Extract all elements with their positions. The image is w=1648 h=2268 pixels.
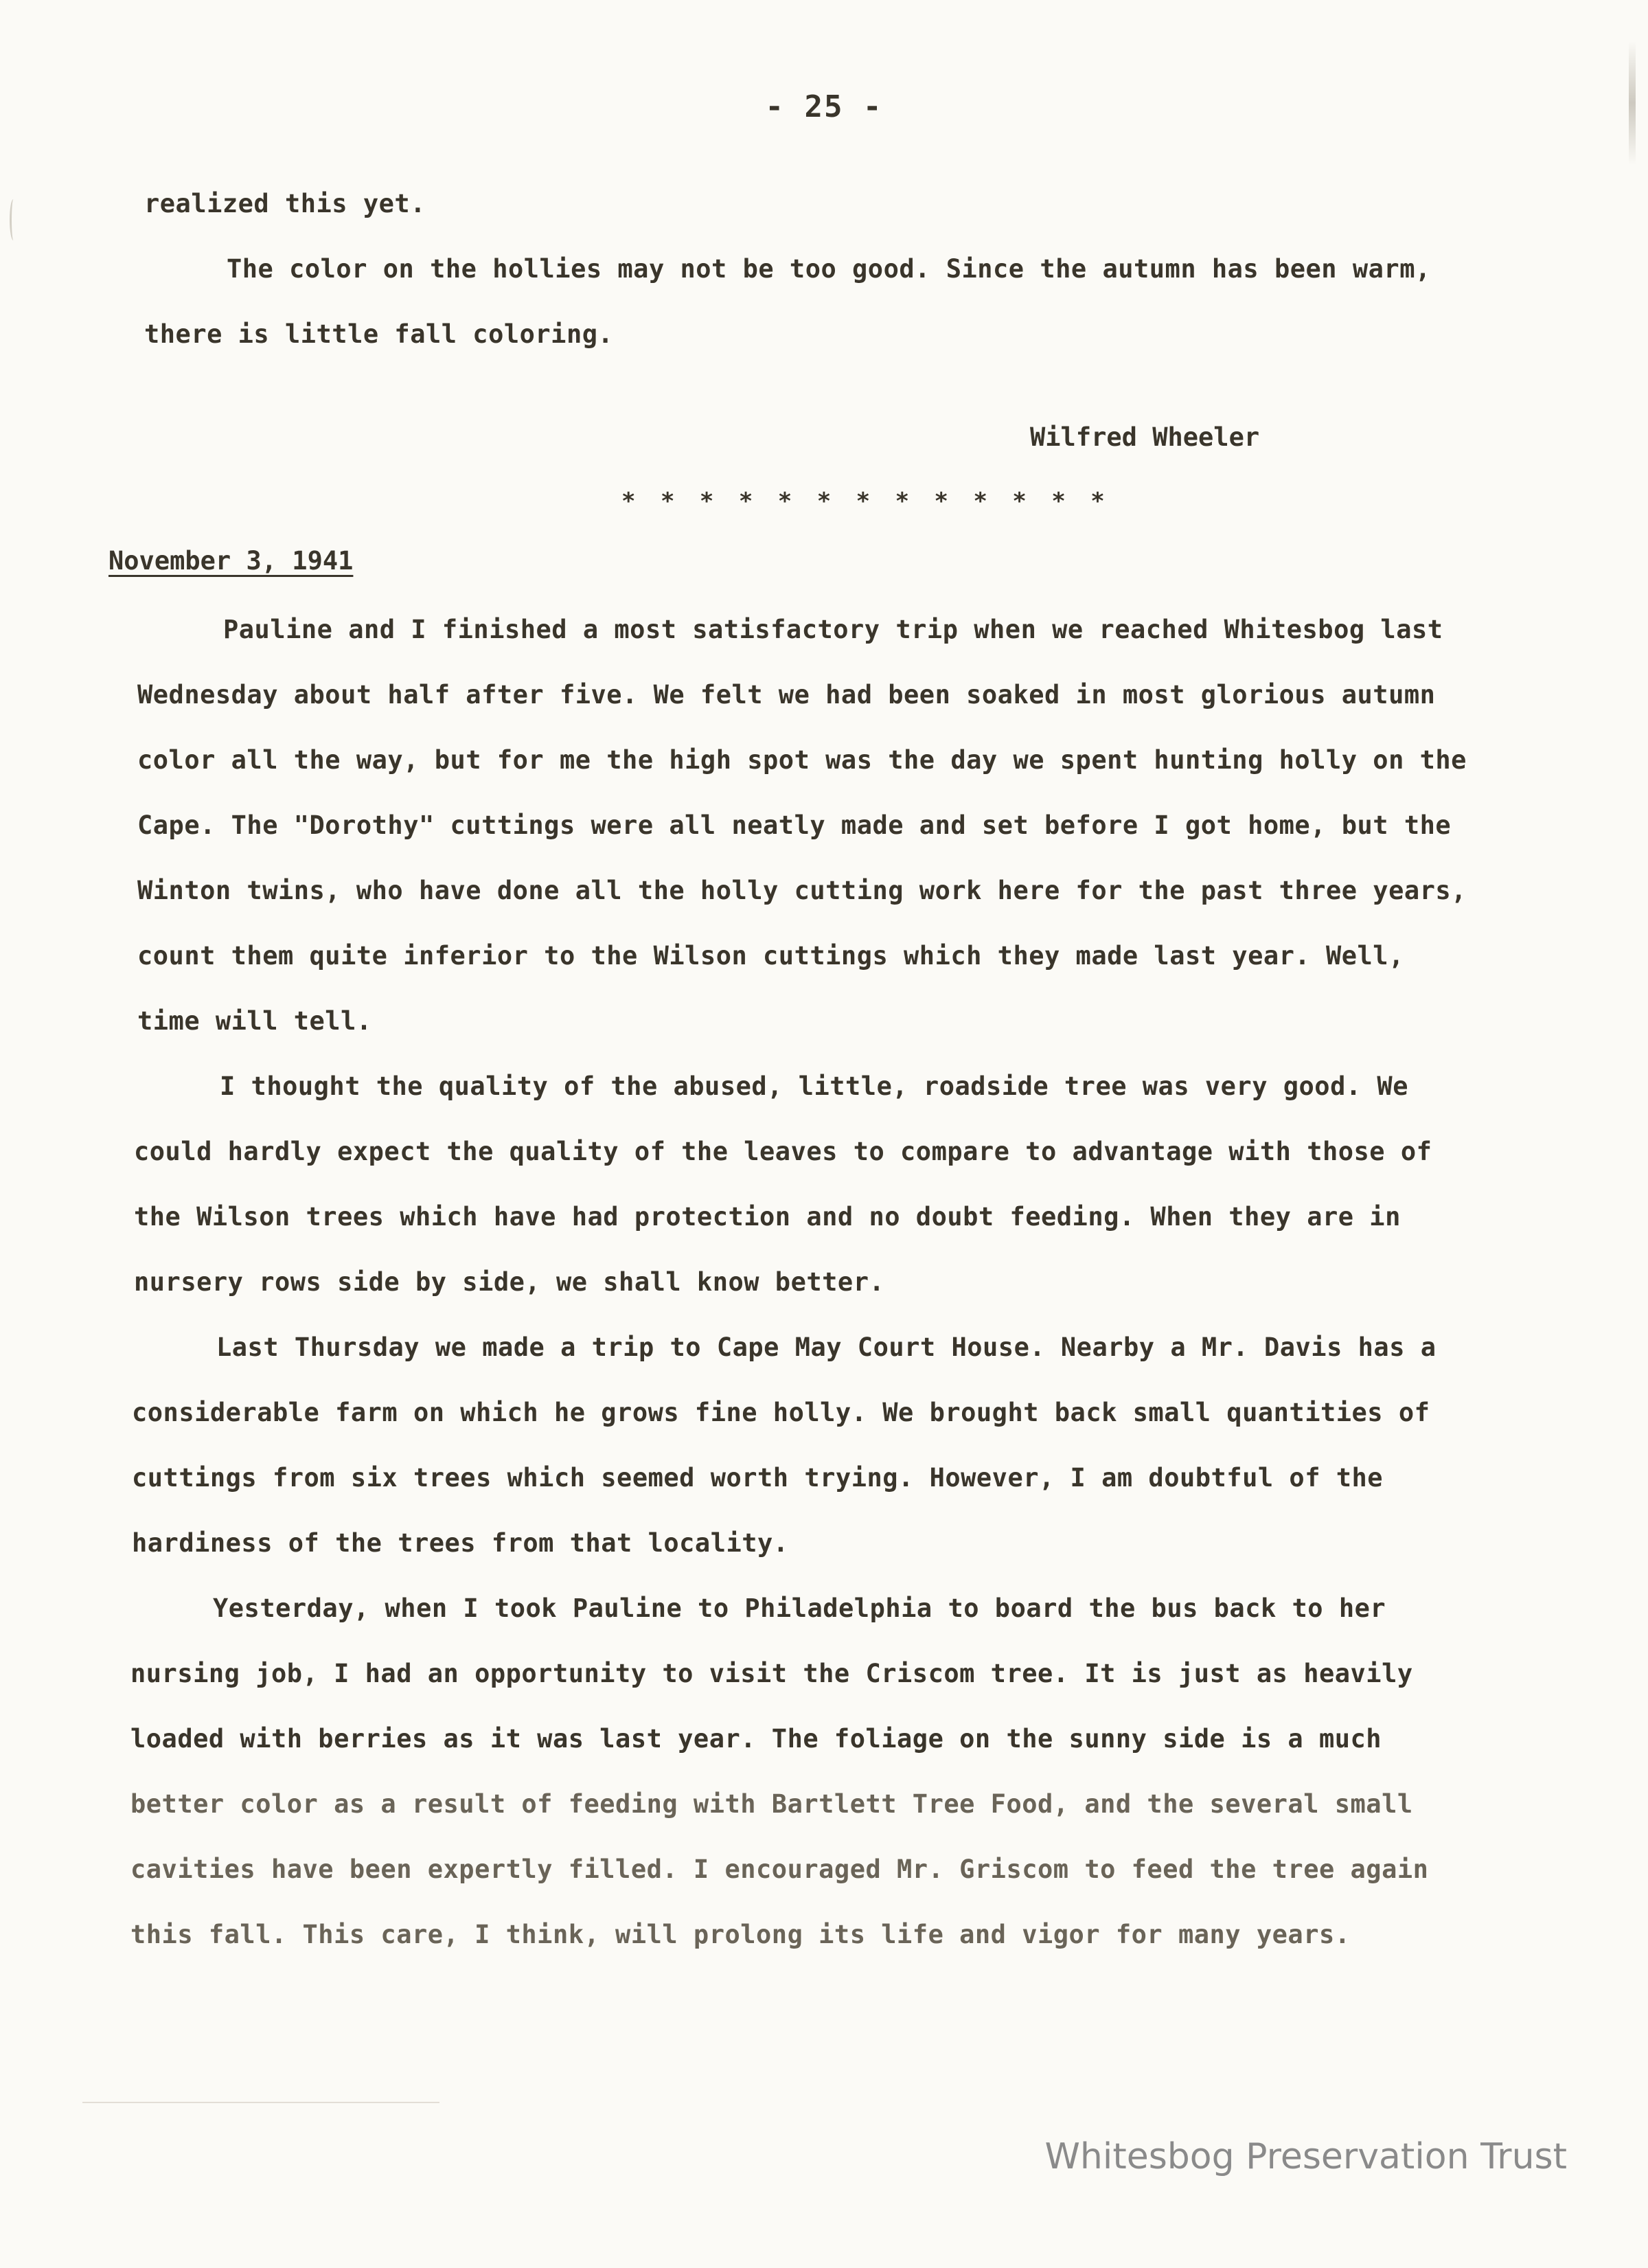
- text-line: Cape. The "Dorothy" cuttings were all neatly made and set before I got home, but the: [137, 810, 1452, 840]
- signature: Wilfred Wheeler: [1030, 422, 1260, 452]
- entry-date: November 3, 1941: [108, 546, 354, 576]
- text-line: considerable farm on which he grows fine holly. We brought back small quantities of: [132, 1398, 1430, 1427]
- page-bottom-mark: [82, 2102, 439, 2103]
- text-line: nursery rows side by side, we shall know better.: [134, 1267, 885, 1297]
- text-line: Yesterday, when I took Pauline to Philadelphia to board the bus back to her: [213, 1594, 1386, 1623]
- text-line: hardiness of the trees from that locality.: [132, 1528, 789, 1558]
- text-line: could hardly expect the quality of the leaves to compare to advantage with those of: [134, 1137, 1432, 1166]
- text-line: the Wilson trees which have had protection and no doubt feeding. When they are in: [134, 1202, 1401, 1232]
- text-line: color all the way, but for me the high spot was the day we spent hunting holly on the: [137, 745, 1467, 775]
- text-line: there is little fall coloring.: [144, 319, 614, 349]
- text-line: count them quite inferior to the Wilson cuttings which they made last year. Well,: [137, 941, 1404, 971]
- text-line: cuttings from six trees which seemed worth trying. However, I am doubtful of the: [132, 1463, 1384, 1493]
- text-line: I thought the quality of the abused, little, roadside tree was very good. We: [220, 1071, 1408, 1101]
- text-line: this fall. This care, I think, will prolong its life and vigor for many years.: [130, 1920, 1351, 1949]
- section-divider: * * * * * * * * * * * * *: [621, 488, 1110, 515]
- text-line: Wednesday about half after five. We felt we had been soaked in most glorious autumn: [137, 680, 1436, 710]
- watermark: Whitesbog Preservation Trust: [1044, 2136, 1567, 2177]
- page-number: - 25 -: [765, 89, 883, 124]
- page-edge-mark: [10, 199, 17, 240]
- text-line: Pauline and I finished a most satisfactory trip when we reached Whitesbog last: [223, 615, 1443, 644]
- text-line: realized this yet.: [144, 189, 426, 218]
- text-line: Last Thursday we made a trip to Cape May Court House. Nearby a Mr. Davis has a: [216, 1333, 1437, 1362]
- text-line: cavities have been expertly filled. I encouraged Mr. Griscom to feed the tree again: [130, 1855, 1429, 1884]
- text-line: loaded with berries as it was last year. The foliage on the sunny side is a much: [130, 1724, 1382, 1754]
- text-line: time will tell.: [137, 1006, 372, 1036]
- text-line: Winton twins, who have done all the holly cutting work here for the past three years,: [137, 876, 1467, 905]
- text-line: nursing job, I had an opportunity to visit the Criscom tree. It is just as heavily: [130, 1659, 1413, 1688]
- text-line: The color on the hollies may not be too good. Since the autumn has been warm,: [227, 254, 1431, 284]
- text-line: better color as a result of feeding with Bartlett Tree Food, and the several small: [130, 1789, 1413, 1819]
